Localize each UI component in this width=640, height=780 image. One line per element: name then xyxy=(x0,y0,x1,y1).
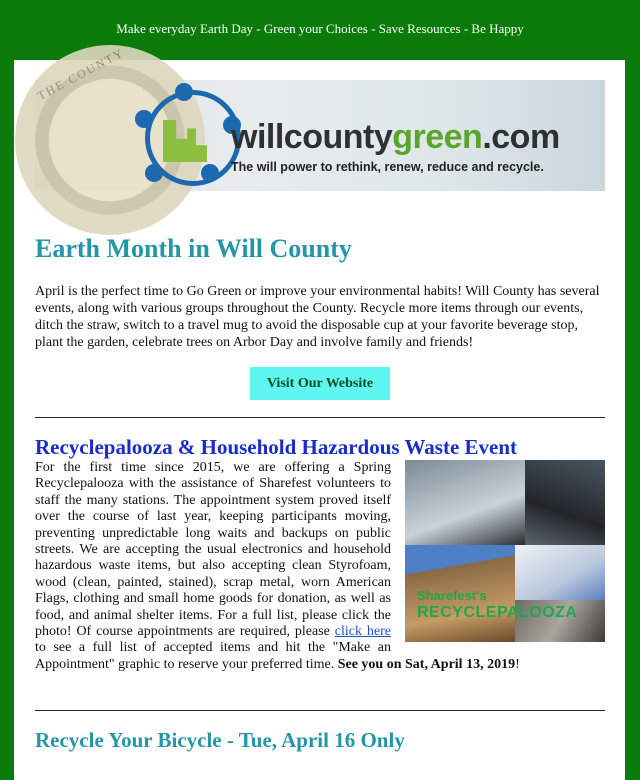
recyclepalooza-section xyxy=(35,460,605,673)
photo-tile xyxy=(525,460,605,545)
banner-tagline: The will power to rethink, renew, reduce and recycle. xyxy=(231,160,544,174)
ring-icon-dot xyxy=(145,164,163,182)
brand-part-a: willcounty xyxy=(231,118,393,156)
section-divider xyxy=(35,710,605,711)
photo-logo-line2: RECYCLEPALOOZA xyxy=(417,604,578,621)
photo-tile xyxy=(515,545,605,600)
brand-part-b: green xyxy=(392,118,483,156)
header-tagline: Make everyday Earth Day - Green your Choices - Save Resources - Be Happy xyxy=(116,21,524,36)
seal-text: THE COUNTY xyxy=(35,45,127,103)
visit-website-button[interactable]: Visit Our Website xyxy=(250,367,390,400)
body-text-part: For the first time since 2015, we are offering a Spring Recyclepalooza with the assistance of Sharefest volunteers to staff the many stations. The appointment system proved itself over the course of last year, keeping participants moving, preventing unpredictable long waits and backups on public streets. We are accepting the usual electronics and household hazardous waste items, but also accepting clean Styrofoam, wood (clean, painted, stained), scrap metal, worn American Flags, clothing and small home goods for donation, as well as food, and animal shelter items. For a full list, please click the photo! Of course appointments are required, please xyxy=(35,460,391,640)
photo-logo-line1: Sharefest's xyxy=(417,588,487,603)
earth-month-heading: Earth Month in Will County xyxy=(35,234,352,263)
recycle-bicycle-heading: Recycle Your Bicycle - Tue, April 16 Only xyxy=(35,728,405,752)
newsletter-panel xyxy=(14,45,625,780)
ring-icon-dot xyxy=(135,110,153,128)
willcountygreen-banner[interactable] xyxy=(35,45,605,191)
body-text-end: ! xyxy=(515,656,520,672)
body-text-part: to see a full list of accepted items and hit the "Make an Appointment" graphic to reserve your preferred time. xyxy=(35,640,391,672)
brand-logo-text xyxy=(231,118,560,157)
photo-tile xyxy=(405,460,525,545)
ring-icon-dot xyxy=(201,164,219,182)
brand-part-c: .com xyxy=(482,118,560,156)
event-date-bold: See you on Sat, April 13, 2019 xyxy=(337,656,516,672)
click-here-link[interactable]: click here xyxy=(334,624,391,640)
section-divider xyxy=(35,417,605,418)
recyclepalooza-photo[interactable] xyxy=(405,460,605,642)
earth-month-body: April is the perfect time to Go Green or improve your environmental habits! Will County has several events, along with various groups throughout the County. Recycle more items through our events, ditch the straw, switch to a travel mug to avoid the disposable cup at your favorite beverage stop, plant the garden, celebrate trees on Arbor Day and involve family and friends! xyxy=(35,284,600,350)
recyclepalooza-heading: Recyclepalooza & Household Hazardous Waste Event xyxy=(35,435,518,459)
ring-icon-dot xyxy=(175,83,193,101)
